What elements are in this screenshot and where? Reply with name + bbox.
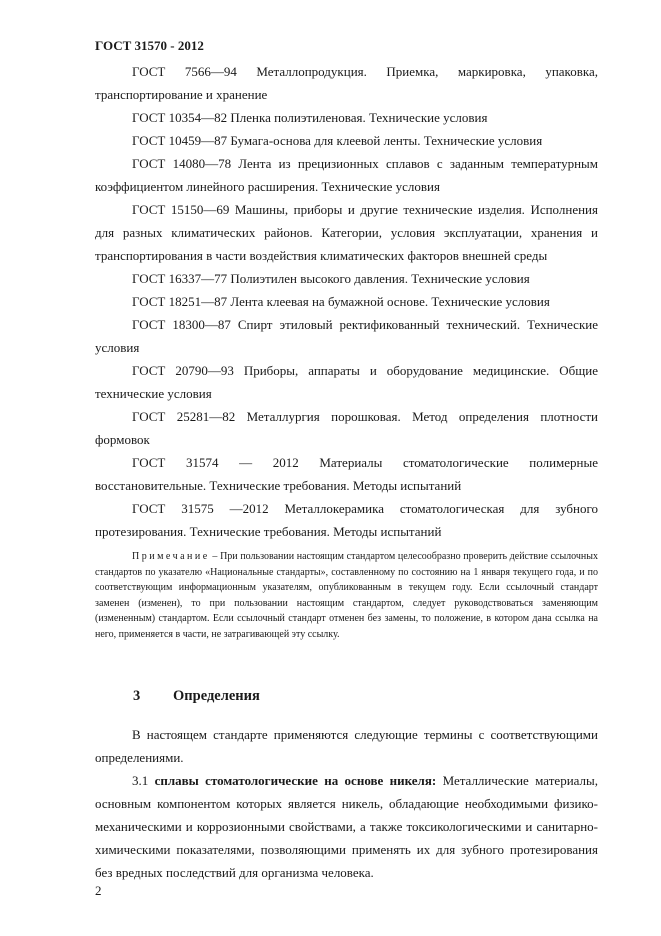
note-text: – При пользовании настоящим стандартом целесообразно проверить действие ссылочных стандартов по указателю «Национальные стандарты», составленному по состоянию на 1 января текущего года, и по соответствующим информационным указателям, опубликованным в текущем году. Если ссылочный стандарт заменен (изменен), то при пользовании настоящим стандартом, следует руководствоваться заменяющим (измененным) стандартом. Если ссылочный стандарт отменен без замены, то положение, в котором дана ссылка на него, применяется в части, не затрагивающей эту ссылку. [95,551,598,640]
reference-item: ГОСТ 18300—87 Спирт этиловый ректификованный технический. Технические условия [95,317,598,355]
reference-item: ГОСТ 10459—87 Бумага-основа для клеевой ленты. Технические условия [132,133,543,148]
document-header: ГОСТ 31570 - 2012 [95,38,204,53]
section-heading [133,688,260,705]
reference-item: ГОСТ 20790—93 Приборы, аппараты и оборудование медицинские. Общие технические условия [95,363,598,401]
reference-item: ГОСТ 31574 — 2012 Материалы стоматологические полимерные восстановительные. Технические требования. Методы испытаний [95,455,598,493]
note-label: Примечание [132,551,210,562]
definition-number: 3.1 [132,773,149,788]
definition-3-1 [95,769,598,884]
reference-item: ГОСТ 14080—78 Лента из прецизионных сплавов с заданным температурным коэффициентом линейного расширения. Технические условия [95,156,598,194]
reference-item: ГОСТ 18251—87 Лента клеевая на бумажной основе. Технические условия [132,294,550,309]
section-number: 3 [133,688,141,704]
reference-item: ГОСТ 7566—94 Металлопродукция. Приемка, маркировка, упаковка, транспортирование и хранение [95,64,598,102]
normative-references [95,60,598,643]
reference-item: ГОСТ 16337—77 Полиэтилен высокого давления. Технические условия [132,271,530,286]
definitions-intro: В настоящем стандарте применяются следующие термины с соответствующими определениями. [95,727,598,765]
reference-item: ГОСТ 15150—69 Машины, приборы и другие технические изделия. Исполнения для разных климатических районов. Категории, условия эксплуатации, хранения и транспортирования в части воздействия климатических факторов внешней среды [95,202,598,263]
page-number: 2 [95,883,102,898]
reference-item: ГОСТ 10354—82 Пленка полиэтиленовая. Технические условия [132,110,488,125]
note-paragraph [95,549,598,643]
definition-term: сплавы стоматологические на основе никеля: [154,773,437,788]
reference-item: ГОСТ 25281—82 Металлургия порошковая. Метод определения плотности формовок [95,409,598,447]
definition-text: Металлические материалы, основным компонентом которых является никель, обладающие необходимыми физико-механическими и коррозионными свойствами, а также токсикологическими и санитарно-химическими показателями, позволяющими применять их для зубного протезирования без вредных последствий для организма человека. [95,773,599,880]
section-title: Определения [173,688,260,704]
definitions-body [95,723,598,884]
reference-item: ГОСТ 31575 —2012 Металлокерамика стоматологическая для зубного протезирования. Технические требования. Методы испытаний [95,501,598,539]
